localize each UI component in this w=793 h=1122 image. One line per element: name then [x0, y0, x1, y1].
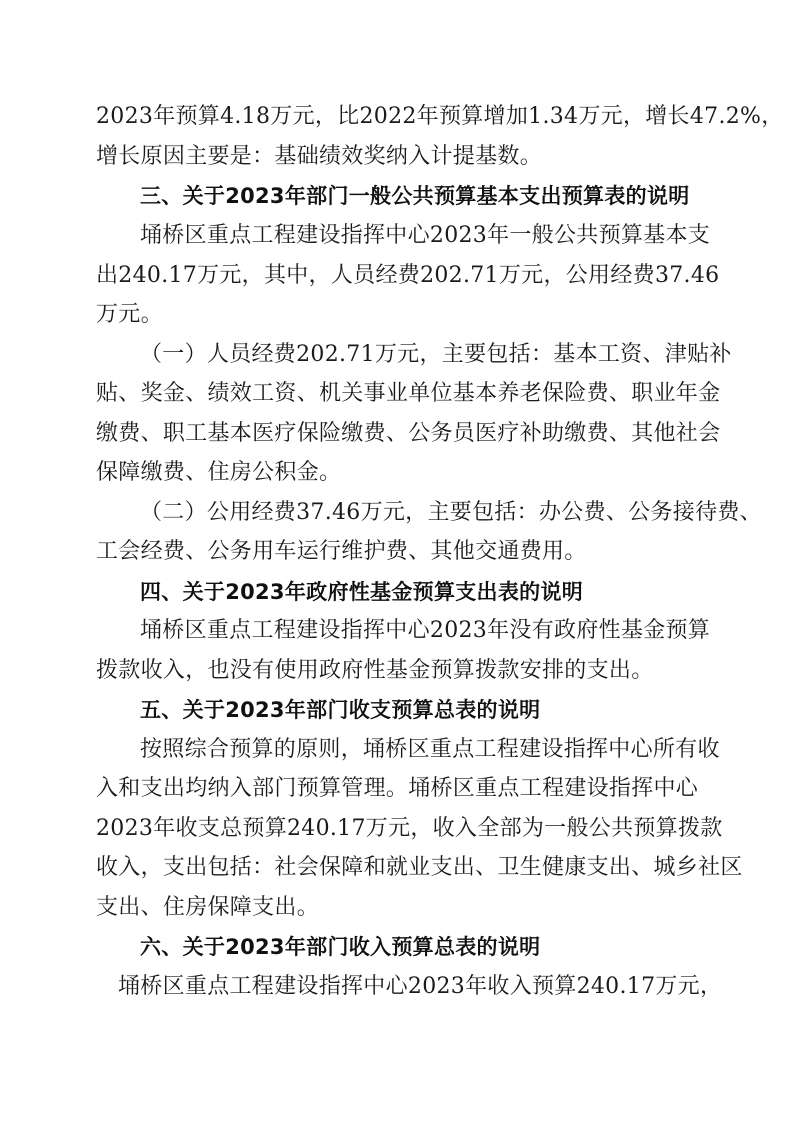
paragraph-line: 出240.17万元，其中，人员经费202.71万元，公用经费37.46 — [96, 263, 720, 288]
paragraph-line: 收入，支出包括：社会保障和就业支出、卫生健康支出、城乡社区 — [96, 855, 743, 880]
section-heading-4: 四、关于2023年政府性基金预算支出表的说明 — [140, 580, 584, 604]
paragraph-line: 贴、奖金、绩效工资、机关事业单位基本养老保险费、职业年金 — [96, 381, 721, 406]
paragraph-line: 埇桥区重点工程建设指挥中心2023年收入预算240.17万元， — [118, 974, 723, 999]
paragraph-line: 2023年预算4.18万元，比2022年预算增加1.34万元，增长47.2%， — [96, 104, 784, 129]
paragraph-line: 拨款收入，也没有使用政府性基金预算拨款安排的支出。 — [96, 658, 654, 683]
paragraph-line: 保障缴费、住房公积金。 — [96, 460, 342, 485]
paragraph-line: （一）人员经费202.71万元，主要包括：基本工资、津贴补 — [140, 342, 732, 367]
section-heading-3: 三、关于2023年部门一般公共预算基本支出预算表的说明 — [140, 184, 690, 208]
section-heading-6: 六、关于2023年部门收入预算总表的说明 — [140, 935, 541, 959]
paragraph-line: 埇桥区重点工程建设指挥中心2023年一般公共预算基本支 — [140, 223, 711, 248]
paragraph-line: 2023年收支总预算240.17万元，收入全部为一般公共预算拨款 — [96, 816, 723, 841]
paragraph-line: （二）公用经费37.46万元，主要包括：办公费、公务接待费、 — [140, 500, 762, 525]
paragraph-line: 万元。 — [96, 302, 163, 327]
section-heading-5: 五、关于2023年部门收支预算总表的说明 — [140, 698, 541, 722]
paragraph-line: 入和支出均纳入部门预算管理。埇桥区重点工程建设指挥中心 — [96, 776, 699, 801]
paragraph-line: 工会经费、公务用车运行维护费、其他交通费用。 — [96, 539, 587, 564]
paragraph-line: 增长原因主要是：基础绩效奖纳入计提基数。 — [96, 144, 543, 169]
paragraph-line: 按照综合预算的原则，埇桥区重点工程建设指挥中心所有收 — [140, 737, 720, 762]
paragraph-line: 埇桥区重点工程建设指挥中心2023年没有政府性基金预算 — [140, 618, 711, 643]
paragraph-line: 缴费、职工基本医疗保险缴费、公务员医疗补助缴费、其他社会 — [96, 421, 721, 446]
paragraph-line: 支出、住房保障支出。 — [96, 895, 320, 920]
